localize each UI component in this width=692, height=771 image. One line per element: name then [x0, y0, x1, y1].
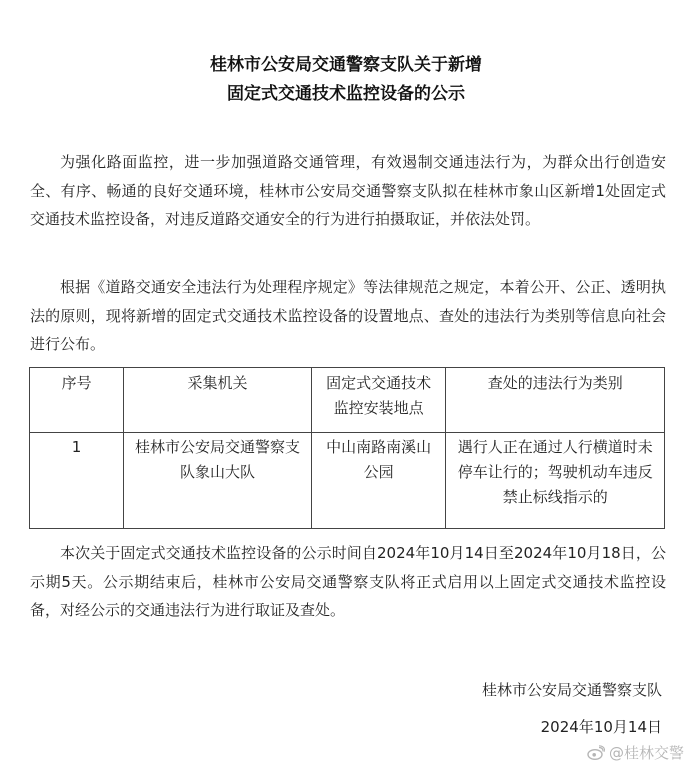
table-header-row: [30, 368, 665, 433]
monitoring-device-table: [29, 367, 665, 529]
notice-title-line1: 桂林市公安局交通警察支队关于新增: [210, 55, 482, 75]
notice-title-line2: 固定式交通技术监控设备的公示: [227, 84, 465, 104]
period-paragraph: 本次关于固定式交通技术监控设备的公示时间自2024年10月14日至2024年10月18日，公示期5天。公示期结束后，桂林市公安局交通警察支队将正式启用以上固定式交通技术监控设备，对经公示的交通违法行为进行取证及查处。: [30, 544, 666, 619]
signature-date: 2024年10月14日: [540, 718, 662, 736]
cell-index: 1: [30, 433, 124, 529]
table-row: [30, 433, 665, 529]
watermark-text: @桂林交警: [608, 744, 684, 762]
cell-agency: 桂林市公安局交通警察支队象山大队: [124, 433, 312, 529]
header-index: 序号: [30, 368, 124, 433]
cell-location: 中山南路南溪山公园: [311, 433, 446, 529]
signature-org: 桂林市公安局交通警察支队: [481, 681, 662, 699]
header-agency: 采集机关: [124, 368, 312, 433]
watermark: [587, 742, 684, 763]
intro-paragraph: 为强化路面监控，进一步加强道路交通管理，有效遏制交通违法行为，为群众出行创造安全、有序、畅通的良好交通环境，桂林市公安局交通警察支队拟在桂林市象山区新增1处固定式交通技术监控设备，对违反道路交通安全的行为进行拍摄取证，并依法处罚。: [30, 153, 666, 228]
cell-violation-type: 遇行人正在通过人行横道时未停车让行的；驾驶机动车违反禁止标线指示的: [446, 433, 665, 529]
header-location: 固定式交通技术监控安装地点: [311, 368, 446, 433]
weibo-icon: [587, 745, 605, 760]
header-violation-type: 查处的违法行为类别: [446, 368, 665, 433]
basis-paragraph: 根据《道路交通安全违法行为处理程序规定》等法律规范之规定，本着公开、公正、透明执法的原则，现将新增的固定式交通技术监控设备的设置地点、查处的违法行为类别等信息向社会进行公布。: [30, 278, 666, 353]
